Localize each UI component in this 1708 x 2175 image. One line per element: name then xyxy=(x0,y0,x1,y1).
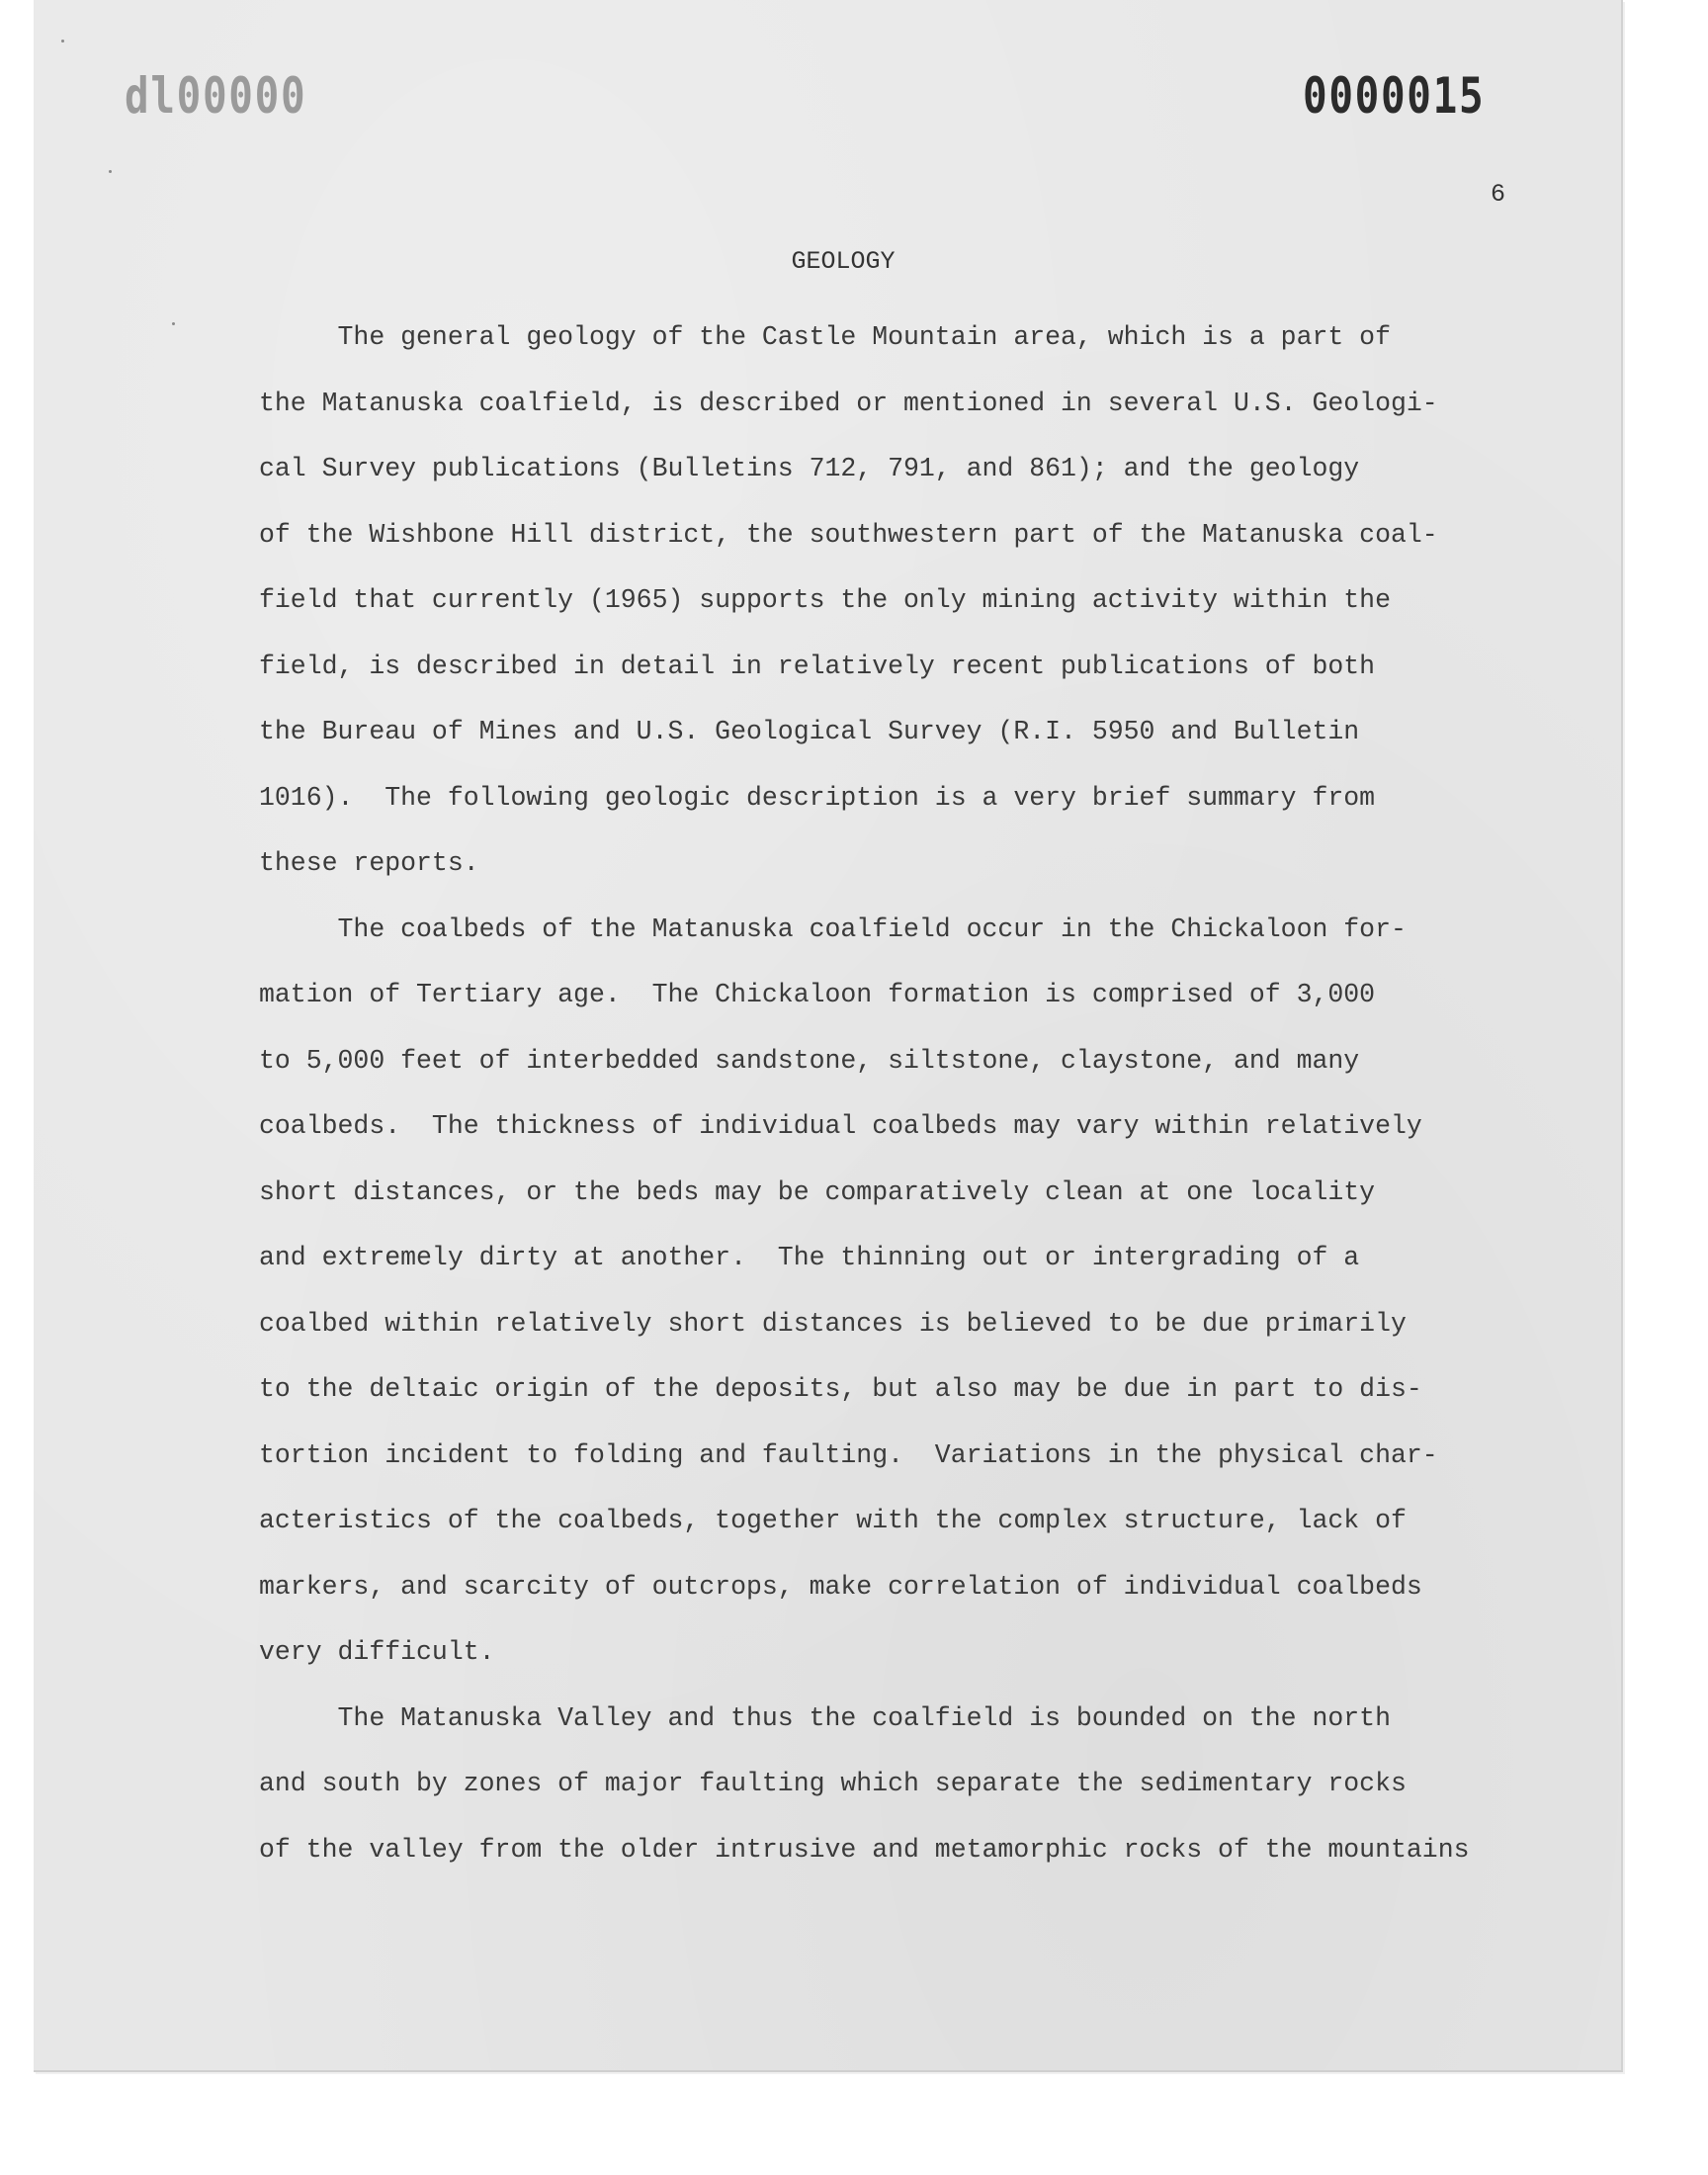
text-line: coalbed within relatively short distances is believed to be due primarily xyxy=(259,1308,1407,1339)
text-line: The Matanuska Valley and thus the coalfield is bounded on the north xyxy=(259,1702,1391,1733)
text-line: The general geology of the Castle Mountain area, which is a part of xyxy=(259,322,1391,352)
text-line: cal Survey publications (Bulletins 712, 791, and 861); and the geology xyxy=(259,454,1360,483)
text-line: short distances, or the beds may be comparatively clean at one locality xyxy=(259,1176,1376,1207)
text-line: and extremely dirty at another. The thinning out or intergrading of a xyxy=(259,1243,1360,1272)
text-line: field that currently (1965) supports the only mining activity within the xyxy=(259,585,1391,615)
text-line: acteristics of the coalbeds, together with the complex structure, lack of xyxy=(259,1506,1407,1535)
text-line: markers, and scarcity of outcrops, make correlation of individual coalbeds xyxy=(259,1571,1422,1602)
text-line: the Matanuska coalfield, is described or mentioned in several U.S. Geologi- xyxy=(259,388,1438,418)
text-line: the Bureau of Mines and U.S. Geological Survey (R.I. 5950 and Bulletin xyxy=(259,717,1360,746)
document-stamp-number: 0000015 xyxy=(1303,67,1486,125)
text-line: field, is described in detail in relatively recent publications of both xyxy=(259,651,1376,681)
text-line: 1016). The following geologic description is a very brief summary from xyxy=(259,782,1376,813)
text-line: to 5,000 feet of interbedded sandstone, siltstone, claystone, and many xyxy=(259,1045,1360,1076)
text-line: to the deltaic origin of the deposits, but also may be due in part to dis- xyxy=(259,1374,1422,1404)
text-line: of the valley from the older intrusive and metamorphic rocks of the mountains xyxy=(259,1834,1470,1865)
text-line: The coalbeds of the Matanuska coalfield occur in the Chickaloon for- xyxy=(259,914,1407,944)
body-text xyxy=(259,304,1534,1882)
page-number: 6 xyxy=(1491,180,1506,209)
text-line: tortion incident to folding and faulting. Variations in the physical char- xyxy=(259,1439,1438,1470)
section-heading: GEOLOGY xyxy=(791,247,896,276)
scan-speck xyxy=(61,40,64,43)
text-line: mation of Tertiary age. The Chickaloon formation is comprised of 3,000 xyxy=(259,980,1376,1009)
text-line: these reports. xyxy=(259,848,479,878)
text-line: very difficult. xyxy=(259,1637,495,1667)
text-line: of the Wishbone Hill district, the southwestern part of the Matanuska coal- xyxy=(259,519,1438,550)
text-line: coalbeds. The thickness of individual coalbeds may vary within relatively xyxy=(259,1111,1422,1141)
scan-speck xyxy=(172,322,175,325)
document-stamp-left: dl00000 xyxy=(125,67,307,125)
text-line: and south by zones of major faulting which separate the sedimentary rocks xyxy=(259,1769,1407,1798)
scan-speck xyxy=(109,170,112,173)
